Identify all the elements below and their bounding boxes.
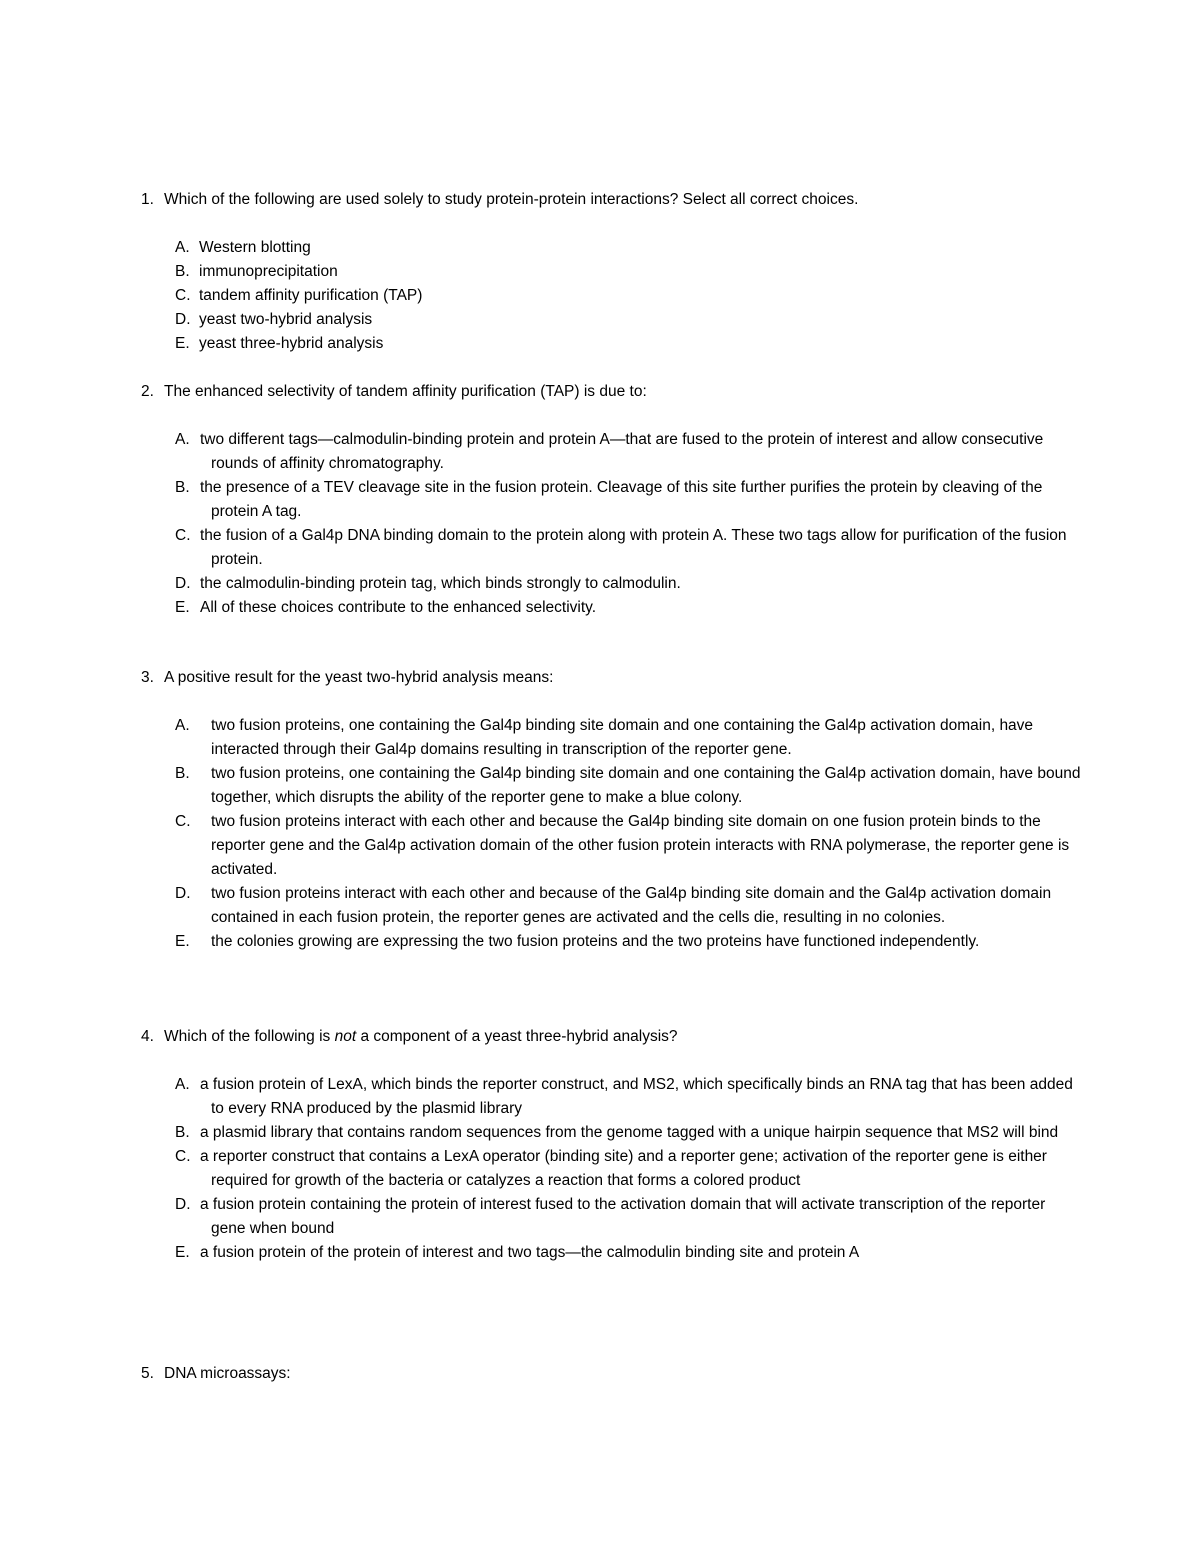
- choice-text: a fusion protein of LexA, which binds the reporter construct, and MS2, which specifically binds an RNA tag that has been added to every RNA produced by the plasmid library: [200, 1076, 1073, 1117]
- choice-text: yeast two-hybrid analysis: [199, 311, 373, 328]
- choice-b: [175, 260, 1081, 284]
- choice-e: [175, 1241, 1081, 1265]
- choice-letter: D.: [175, 575, 191, 592]
- choice-list: [141, 236, 1081, 356]
- choice-text: a fusion protein containing the protein of interest fused to the activation domain that will activate transcription of the reporter gene when bound: [200, 1196, 1046, 1237]
- question-text: A positive result for the yeast two-hybrid analysis means:: [164, 669, 554, 686]
- choice-letter: D.: [175, 1196, 191, 1213]
- question-4: [141, 1025, 1081, 1265]
- choice-letter: D.: [175, 885, 191, 902]
- choice-text: the calmodulin-binding protein tag, which binds strongly to calmodulin.: [200, 575, 681, 592]
- question-text: DNA microassays:: [164, 1365, 291, 1382]
- choice-a: [175, 236, 1081, 260]
- choice-text: two fusion proteins, one containing the Gal4p binding site domain and one containing the Gal4p activation domain, have bound together, which disrupts the ability of the reporter gene to make a blue colony.: [211, 765, 1081, 806]
- choice-d: [175, 1193, 1081, 1241]
- choice-text: tandem affinity purification (TAP): [199, 287, 423, 304]
- choice-text: the presence of a TEV cleavage site in the fusion protein. Cleavage of this site further purifies the protein by cleaving of the protein A tag.: [200, 479, 1043, 520]
- choice-letter: E.: [175, 335, 190, 352]
- choice-a: [175, 1073, 1081, 1121]
- question-number: 5.: [141, 1365, 154, 1382]
- choice-text: a reporter construct that contains a LexA operator (binding site) and a reporter gene; activation of the reporter gene is either required for growth of the bacteria or catalyzes a reaction that forms a colored product: [200, 1148, 1047, 1189]
- choice-list: [141, 1073, 1081, 1265]
- choice-text: a plasmid library that contains random sequences from the genome tagged with a unique hairpin sequence that MS2 will bind: [200, 1124, 1059, 1141]
- choice-text: two fusion proteins interact with each other and because of the Gal4p binding site domain and the Gal4p activation domain contained in each fusion protein, the reporter genes are activated and the cells die, resulting in no colonies.: [211, 885, 1052, 926]
- choice-d: [175, 882, 1081, 930]
- choice-letter: D.: [175, 311, 191, 328]
- question-stem: [141, 188, 1081, 212]
- choice-e: [175, 596, 1081, 620]
- choice-text: All of these choices contribute to the enhanced selectivity.: [200, 599, 597, 616]
- choice-text: immunoprecipitation: [199, 263, 338, 280]
- choice-text: two fusion proteins, one containing the Gal4p binding site domain and one containing the Gal4p activation domain, have interacted through their Gal4p domains resulting in transcription of the reporter gene.: [211, 717, 1034, 758]
- choice-letter: A.: [175, 239, 190, 256]
- choice-text: Western blotting: [199, 239, 311, 256]
- choice-c: [175, 524, 1081, 572]
- question-stem: [141, 1362, 1081, 1386]
- choice-a: [175, 714, 1081, 762]
- choice-text: two fusion proteins interact with each other and because the Gal4p binding site domain on one fusion protein binds to the reporter gene and the Gal4p activation domain of the other fusion protein interacts with RNA polymerase, the reporter gene is activated.: [211, 813, 1070, 878]
- question-5: [141, 1362, 1081, 1386]
- question-text: Which of the following are used solely to study protein-protein interactions? Select all correct choices.: [164, 191, 859, 208]
- choice-a: [175, 428, 1081, 476]
- question-number: 4.: [141, 1028, 154, 1045]
- choice-letter: C.: [175, 527, 191, 544]
- choice-b: [175, 762, 1081, 810]
- choice-letter: E.: [175, 599, 190, 616]
- question-stem: [141, 380, 1081, 404]
- question-number: 1.: [141, 191, 154, 208]
- choice-letter: B.: [175, 479, 190, 496]
- choice-letter: A.: [175, 431, 190, 448]
- choice-e: [175, 930, 1081, 954]
- choice-text: a fusion protein of the protein of interest and two tags—the calmodulin binding site and protein A: [200, 1244, 860, 1261]
- question-text: The enhanced selectivity of tandem affinity purification (TAP) is due to:: [164, 383, 647, 400]
- choice-e: [175, 332, 1081, 356]
- choice-text: yeast three-hybrid analysis: [199, 335, 384, 352]
- choice-c: [175, 1145, 1081, 1193]
- choice-letter: C.: [175, 287, 191, 304]
- choice-letter: C.: [175, 1148, 191, 1165]
- choice-text: two different tags—calmodulin-binding protein and protein A—that are fused to the protein of interest and allow consecutive rounds of affinity chromatography.: [200, 431, 1044, 472]
- choice-list: [141, 714, 1081, 954]
- choice-letter: E.: [175, 933, 190, 950]
- choice-text: the fusion of a Gal4p DNA binding domain to the protein along with protein A. These two tags allow for purification of the fusion protein.: [200, 527, 1067, 568]
- choice-text: the colonies growing are expressing the two fusion proteins and the two proteins have functioned independently.: [211, 933, 980, 950]
- question-text-after: a component of a yeast three-hybrid analysis?: [356, 1028, 678, 1045]
- question-text-before: Which of the following is: [164, 1028, 335, 1045]
- question-stem: [141, 666, 1081, 690]
- question-text-emphasis: not: [334, 1028, 357, 1045]
- choice-b: [175, 1121, 1081, 1145]
- choice-letter: B.: [175, 263, 190, 280]
- question-number: 2.: [141, 383, 154, 400]
- choice-letter: B.: [175, 765, 190, 782]
- question-1: [141, 188, 1081, 356]
- choice-letter: B.: [175, 1124, 190, 1141]
- choice-letter: C.: [175, 813, 191, 830]
- question-3: [141, 666, 1081, 954]
- choice-letter: A.: [175, 1076, 190, 1093]
- choice-d: [175, 572, 1081, 596]
- choice-c: [175, 284, 1081, 308]
- question-2: [141, 380, 1081, 620]
- question-number: 3.: [141, 669, 154, 686]
- choice-d: [175, 308, 1081, 332]
- choice-c: [175, 810, 1081, 882]
- question-stem: [141, 1025, 1081, 1049]
- choice-letter: A.: [175, 717, 190, 734]
- choice-letter: E.: [175, 1244, 190, 1261]
- choice-list: [141, 428, 1081, 620]
- choice-b: [175, 476, 1081, 524]
